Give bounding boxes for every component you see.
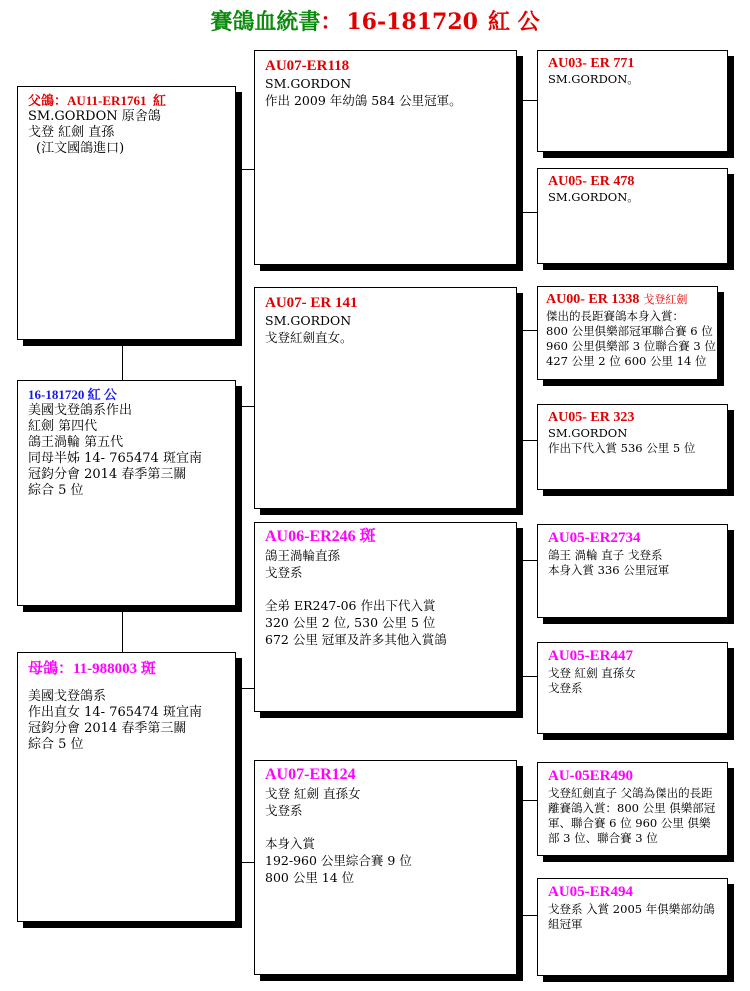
ancestor-line: SM.GORDON。 (548, 190, 639, 204)
ancestor-note: 戈登紅劍 (643, 294, 688, 306)
grandsire-maternal-line: 鴿王渦輪直孫 (265, 548, 341, 563)
ancestor-line: 鴿王 渦輪 直子 戈登系 (548, 548, 663, 562)
title-ring-number: 16-181720 (346, 9, 478, 35)
grandsire-maternal-card (254, 522, 517, 712)
sire-line: SM.GORDON 原舍鴿 (28, 109, 161, 124)
granddam-maternal-card (254, 760, 517, 975)
sire-line: 戈登 紅劍 直孫 (28, 125, 115, 140)
ancestor-card-8 (537, 878, 728, 976)
ancestor-card-7 (537, 762, 728, 856)
grandsire-maternal-label: AU06-ER246 斑 (265, 528, 376, 545)
connector-g3-5 (517, 560, 537, 561)
connector-g3-3 (517, 330, 537, 331)
ancestor-card-4 (537, 404, 728, 490)
subject-line: 美國戈登鴿系作出 (28, 403, 133, 418)
ancestor-card-2 (537, 168, 728, 264)
connector-g3-2 (517, 212, 537, 213)
subject-line: 鴿王渦輪 第五代 (28, 435, 124, 450)
granddam-maternal-line: 192-960 公里綜合賽 9 位 (265, 853, 412, 868)
ancestor-line: SM.GORDON (548, 426, 628, 440)
subject-card (17, 380, 236, 606)
connector-dam-gd2 (236, 862, 254, 863)
ancestor-card-5 (537, 524, 728, 618)
sire-label: 父鴿：AU11-ER1761 (28, 93, 147, 108)
connector-g3-7 (517, 800, 537, 801)
grandsire-maternal-line: 全弟 ER247-06 作出下代入賞 (265, 598, 436, 613)
grandsire-paternal-label: AU07-ER118 (265, 58, 350, 74)
dam-line: 作出直女 14- 765474 斑宜南 (28, 705, 202, 720)
granddam-maternal-line: 800 公里 14 位 (265, 870, 355, 885)
ancestor-label: AU05- ER 323 (548, 410, 635, 425)
subject-line: 綜合 5 位 (28, 483, 84, 498)
ancestor-line: 傑出的長距賽鴿本身入賞： (546, 309, 684, 323)
ancestor-label: AU05-ER494 (548, 884, 633, 900)
ancestor-line: 427 公里 2 位 600 公里 14 位 (546, 354, 707, 368)
ancestor-text: 戈登系 入賞 2005 年俱樂部幼鴿組冠軍 (548, 902, 715, 931)
ancestor-line: 戈登系 (548, 681, 583, 695)
connector-sire-gd1 (236, 406, 254, 407)
title-color-sex: 紅 公 (487, 9, 540, 35)
granddam-maternal-label: AU07-ER124 (265, 766, 356, 783)
grandsire-paternal-card (254, 50, 517, 265)
dam-line: 綜合 5 位 (28, 737, 84, 752)
ancestor-line: 作出下代入賞 536 公里 5 位 (548, 441, 696, 455)
granddam-paternal-card (254, 287, 517, 509)
ancestor-text: 戈登紅劍直子 父鴿為傑出的長距離賽鴿入賞：800 公里 俱樂部冠軍、聯合賽 6 位 960 公里 俱樂部 3 位、聯合賽 3 位 (548, 786, 716, 845)
dam-line: 美國戈登鴿系 (28, 689, 107, 704)
ancestor-label: AU00- ER 1338 (546, 292, 640, 307)
grandsire-maternal-line: 戈登系 (265, 565, 303, 580)
grandsire-maternal-line: 672 公里 冠軍及許多其他入賞鴿 (265, 632, 447, 647)
ancestor-line: 800 公里俱樂部冠軍聯合賽 6 位 (546, 324, 713, 338)
connector-g3-1 (517, 100, 537, 101)
granddam-maternal-line: 本身入賞 (265, 836, 316, 851)
granddam-paternal-line: 戈登紅劍直女。 (265, 330, 353, 345)
connector-dam-gs2 (236, 688, 254, 689)
title-separator: ： (320, 9, 343, 35)
ancestor-card-3 (537, 286, 718, 380)
connector-sire-gs1 (236, 169, 254, 170)
connector-g3-8 (517, 915, 537, 916)
ancestor-label: AU-05ER490 (548, 768, 633, 784)
subject-line: 同母半姊 14- 765474 斑宜南 (28, 451, 202, 466)
title-text: 賽鴿血統書 (210, 9, 321, 35)
grandsire-paternal-line: SM.GORDON (265, 76, 352, 91)
dam-line: 冠鈞分會 2014 春季第三關 (28, 721, 187, 736)
ancestor-label: AU03- ER 771 (548, 56, 635, 71)
ancestor-card-1 (537, 50, 728, 152)
ancestor-line: 戈登 紅劍 直孫女 (548, 666, 636, 680)
page-title (0, 8, 750, 36)
ancestor-line: 960 公里俱樂部 3 位聯合賽 3 位 (546, 339, 716, 353)
connector-subject-dam (122, 606, 123, 652)
ancestor-line: SM.GORDON。 (548, 72, 639, 86)
connector-g3-4 (517, 440, 537, 441)
granddam-maternal-line: 戈登 紅劍 直孫女 (265, 786, 361, 801)
sire-card (17, 86, 236, 340)
subject-label: 16-181720 紅 公 (28, 387, 117, 402)
ancestor-label: AU05- ER 478 (548, 174, 635, 189)
grandsire-paternal-line: 作出 2009 年幼鴿 584 公里冠軍。 (265, 93, 462, 108)
dam-label: 母鴿：11-988003 斑 (28, 661, 156, 677)
dam-card (17, 652, 236, 922)
granddam-paternal-line: SM.GORDON (265, 313, 352, 328)
granddam-paternal-label: AU07- ER 141 (265, 295, 358, 311)
ancestor-line: 本身入賞 336 公里冠軍 (548, 563, 670, 577)
sire-color: 紅 (152, 93, 166, 108)
subject-line: 紅劍 第四代 (28, 419, 98, 434)
sire-line: (江文國鴿進口) (36, 141, 125, 156)
grandsire-maternal-line: 320 公里 2 位, 530 公里 5 位 (265, 615, 436, 630)
ancestor-card-6 (537, 642, 728, 734)
granddam-maternal-line: 戈登系 (265, 803, 303, 818)
connector-sire-subject (122, 340, 123, 380)
ancestor-label: AU05-ER447 (548, 648, 633, 664)
subject-line: 冠鈞分會 2014 春季第三關 (28, 467, 187, 482)
connector-g3-6 (517, 676, 537, 677)
ancestor-label: AU05-ER2734 (548, 530, 641, 546)
